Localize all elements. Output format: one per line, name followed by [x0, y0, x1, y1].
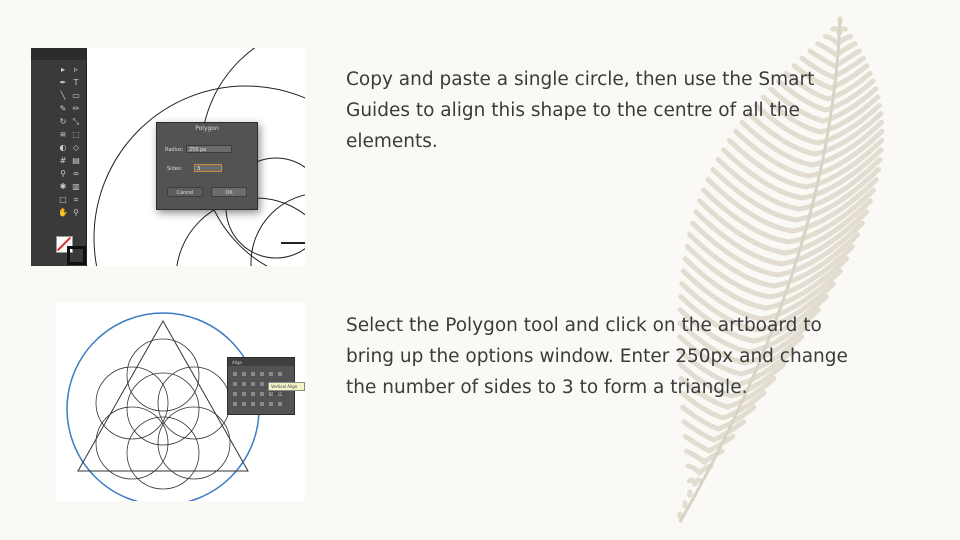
polygon-dialog: [156, 122, 258, 210]
align-option-button[interactable]: [233, 402, 237, 406]
mesh-icon[interactable]: #: [59, 156, 67, 165]
direct-selection-icon[interactable]: ▹: [73, 65, 78, 74]
symbol-sprayer-icon[interactable]: ✱: [59, 182, 67, 191]
align-panel-title: Align: [232, 360, 243, 365]
align-option-button[interactable]: [242, 392, 246, 396]
dialog-title: Polygon: [195, 125, 219, 132]
hand-icon[interactable]: ✋: [58, 208, 68, 217]
align-option-button[interactable]: [251, 392, 255, 396]
zoom-icon[interactable]: ⚲: [73, 208, 79, 217]
align-option-button[interactable]: [251, 402, 255, 406]
align-option-button[interactable]: [278, 372, 282, 376]
type-icon[interactable]: T: [73, 78, 79, 87]
feather-barb: [687, 451, 705, 462]
pencil-icon[interactable]: ✏: [72, 104, 80, 113]
rotate-icon[interactable]: ↻: [59, 117, 67, 126]
triangle-shape: [78, 321, 248, 471]
align-option-button[interactable]: [233, 382, 237, 386]
align-option-button[interactable]: [233, 392, 237, 396]
graph-icon[interactable]: ▥: [72, 182, 80, 191]
align-option-button[interactable]: [233, 372, 237, 376]
eyedropper-icon[interactable]: ⚲: [60, 169, 66, 178]
feather-barb: [818, 44, 837, 55]
tooltip: Vertical Align Center: [268, 382, 305, 391]
scale-icon[interactable]: ⤡: [72, 117, 80, 126]
screenshot-triangle: [56, 303, 305, 501]
align-option-button[interactable]: [278, 402, 282, 406]
sides-label: Sides:: [167, 166, 183, 172]
free-transform-icon[interactable]: ⬚: [72, 130, 80, 139]
brush-icon[interactable]: ✎: [59, 104, 67, 113]
selection-icon[interactable]: ▸: [60, 65, 65, 74]
gradient-icon[interactable]: ▤: [72, 156, 80, 165]
align-option-button[interactable]: [269, 402, 273, 406]
slice-icon[interactable]: ⌗: [73, 195, 79, 204]
align-option-button[interactable]: [269, 372, 273, 376]
align-option-button[interactable]: [260, 402, 264, 406]
artboard-icon[interactable]: □: [59, 195, 67, 204]
tools-panel-header: [31, 48, 86, 60]
screenshot-polygon-dialog: [31, 48, 305, 266]
rectangle-icon[interactable]: ▭: [72, 91, 80, 100]
stroke-swatch[interactable]: [67, 246, 86, 265]
blend-icon[interactable]: ∞: [72, 169, 80, 178]
feather-barb: [695, 480, 700, 484]
align-option-button[interactable]: [260, 372, 264, 376]
align-option-button[interactable]: [242, 372, 246, 376]
align-option-button[interactable]: [242, 402, 246, 406]
width-icon[interactable]: ≋: [59, 130, 67, 139]
align-option-button[interactable]: [242, 382, 246, 386]
ok-button[interactable]: OK: [211, 187, 247, 197]
radius-label: Radius:: [165, 147, 184, 153]
sides-input[interactable]: 3: [194, 164, 222, 172]
align-option-button[interactable]: [251, 382, 255, 386]
align-option-button[interactable]: [260, 382, 264, 386]
pen-icon[interactable]: ✒: [59, 78, 67, 87]
shape-builder-icon[interactable]: ◐: [59, 143, 67, 152]
radius-input[interactable]: 250 px: [186, 145, 232, 153]
step-instruction-polygon: Select the Polygon tool and click on the artboard to bring up the options window. Enter 250px and change the number of sides to 3 to form a triangle.: [346, 315, 848, 398]
perspective-icon[interactable]: ◇: [72, 143, 80, 152]
tools-panel: [31, 48, 87, 266]
align-option-button[interactable]: [251, 372, 255, 376]
step-instruction-circle: Copy and paste a single circle, then use the Smart Guides to align this shape to the centre of all the elements.: [346, 69, 815, 152]
line-icon[interactable]: ╲: [60, 91, 66, 100]
cancel-button[interactable]: Cancel: [167, 187, 203, 197]
align-option-button[interactable]: [260, 392, 264, 396]
